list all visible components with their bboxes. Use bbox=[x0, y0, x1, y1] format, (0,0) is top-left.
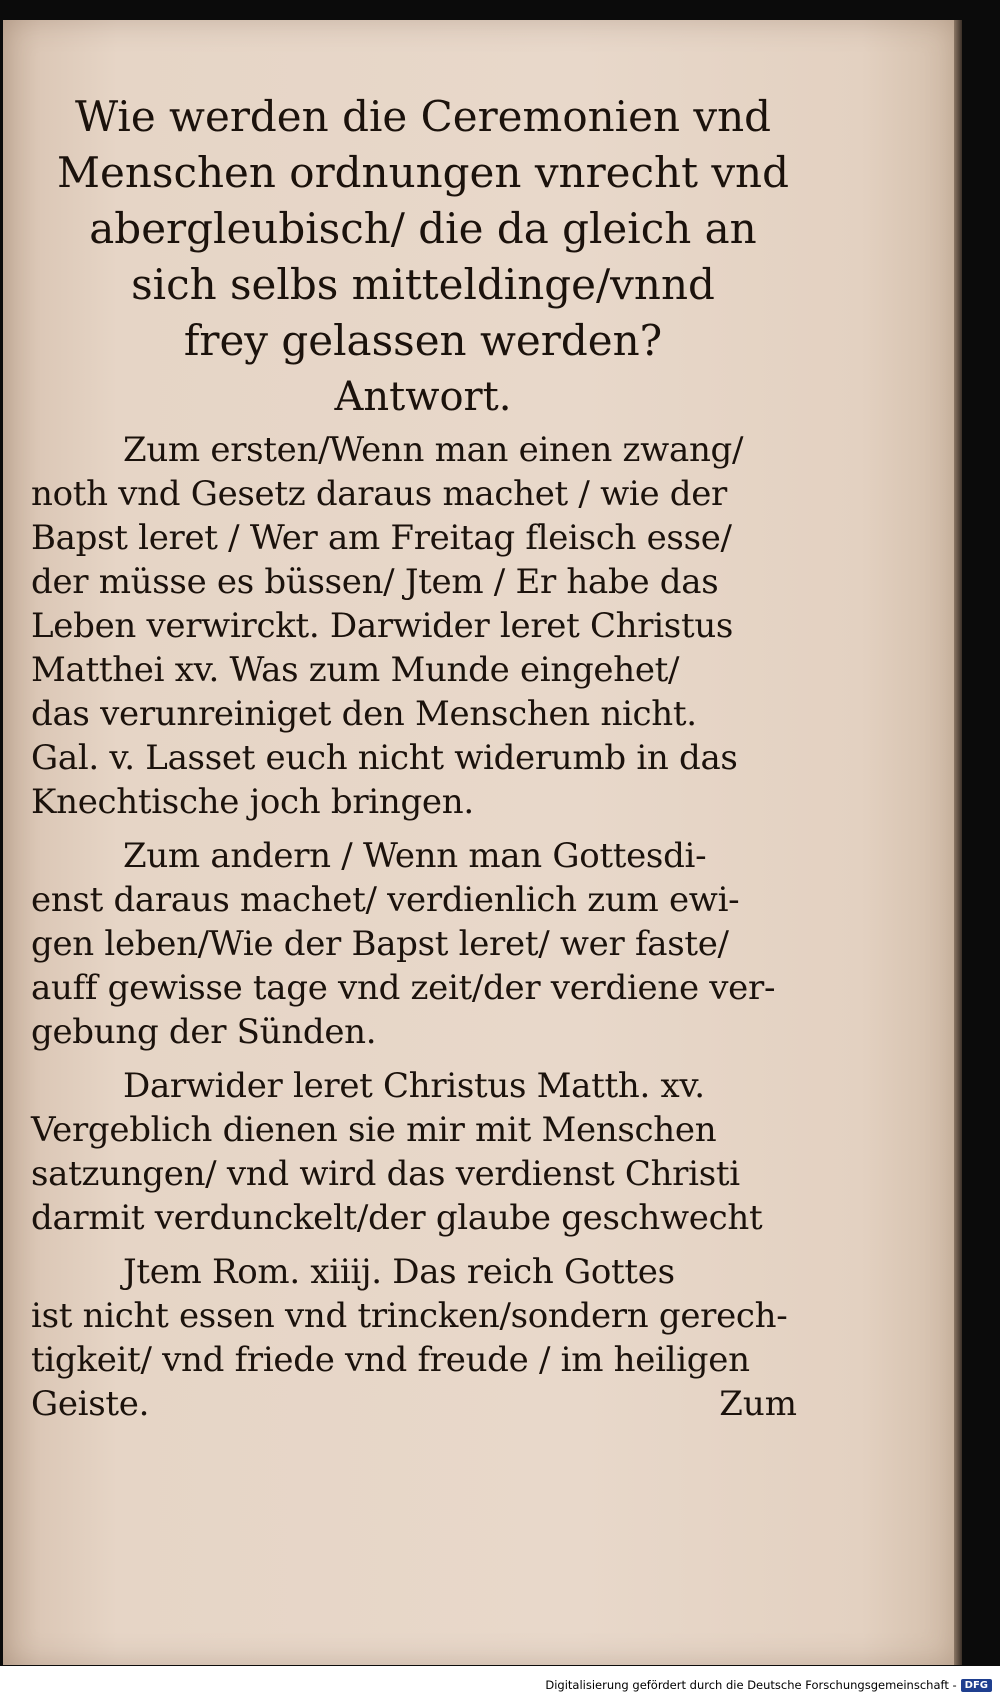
body-line: Vergeblich dienen sie mir mit Menschen bbox=[31, 1110, 717, 1150]
body-line: Matthei xv. Was zum Munde eingehet/ bbox=[31, 650, 680, 690]
dfg-logo: DFG bbox=[961, 1679, 992, 1692]
body-line: ist nicht essen vnd trincken/sondern gerech- bbox=[31, 1296, 788, 1336]
footer-credit: Digitalisierung gefördert durch die Deutsche Forschungsgemeinschaft - bbox=[545, 1678, 957, 1692]
footer-bar bbox=[0, 1666, 1000, 1704]
body-line: Leben verwirckt. Darwider leret Christus bbox=[31, 606, 734, 646]
body-line: auff gewisse tage vnd zeit/der verdiene ver- bbox=[31, 968, 776, 1008]
page-edge bbox=[954, 20, 962, 1665]
body-line: Gal. v. Lasset euch nicht widerumb in das bbox=[31, 738, 738, 778]
body-line: Bapst leret / Wer am Freitag fleisch esse/ bbox=[31, 518, 732, 558]
body-line: das verunreiniget den Menschen nicht. bbox=[31, 694, 697, 734]
heading-line-3: abergleubisch/ die da gleich an bbox=[89, 204, 757, 253]
heading-line-1: Wie werden die Ceremonien vnd bbox=[74, 92, 772, 141]
body-line: gen leben/Wie der Bapst leret/ wer faste/ bbox=[31, 924, 729, 964]
heading-line-5: frey gelassen werden? bbox=[183, 316, 663, 365]
body-line: gebung der Sünden. bbox=[31, 1012, 377, 1052]
body-line: Zum ersten/Wenn man einen zwang/ bbox=[123, 430, 744, 470]
body-line: darmit verdunckelt/der glaube geschwecht bbox=[31, 1198, 763, 1238]
book-page bbox=[3, 20, 957, 1665]
body-line: Darwider leret Christus Matth. xv. bbox=[123, 1066, 705, 1106]
body-line: Geiste. bbox=[31, 1384, 150, 1424]
body-line: enst daraus machet/ verdienlich zum ewi- bbox=[31, 880, 740, 920]
heading-line-2: Menschen ordnungen vnrecht vnd bbox=[56, 148, 789, 197]
body-line: der müsse es büssen/ Jtem / Er habe das bbox=[31, 562, 719, 602]
catchword: Zum bbox=[719, 1384, 797, 1424]
heading-line-4: sich selbs mitteldinge/vnnd bbox=[131, 260, 715, 309]
answer-heading: Antwort. bbox=[334, 374, 512, 420]
body-line: Jtem Rom. xiiij. Das reich Gottes bbox=[123, 1252, 675, 1292]
body-line: tigkeit/ vnd friede vnd freude / im heiligen bbox=[31, 1340, 750, 1380]
body-line: satzungen/ vnd wird das verdienst Christi bbox=[31, 1154, 740, 1194]
body-line: Zum andern / Wenn man Gottesdi- bbox=[123, 836, 707, 876]
body-line: noth vnd Gesetz daraus machet / wie der bbox=[31, 474, 728, 514]
body-line: Knechtische joch bringen. bbox=[31, 782, 474, 822]
